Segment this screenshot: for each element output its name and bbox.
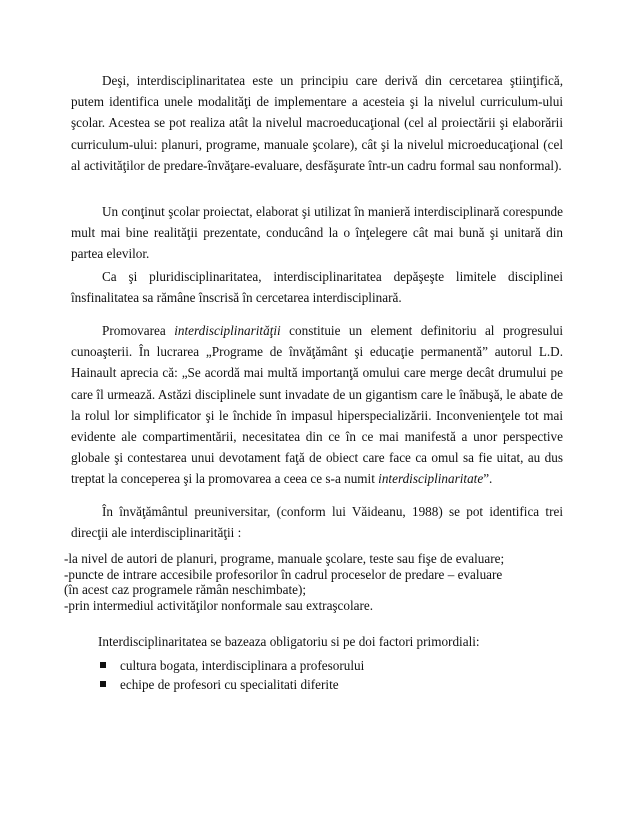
paragraph-4 [71, 320, 563, 490]
paragraph-5-text: În învăţământul preuniversitar, (conform lui Văideanu, 1988) se pot identifica trei direcţii ale interdisciplinarităţii : [71, 504, 563, 541]
paragraph-2-text: Un conţinut şcolar proiectat, elaborat şi utilizat în manieră interdisciplinară corespunde mult mai bine realităţii prezentate, conducând la o înţelegere cât mai bună şi unitară din partea elevilor. [71, 204, 563, 262]
direction-line: -prin intermediul activităţilor nonformale sau extraşcolare. [64, 597, 374, 613]
direction-line: -puncte de intrare accesibile profesorilor în cadrul proceselor de predare – evaluare [64, 566, 503, 582]
paragraph-2 [71, 201, 563, 265]
paragraph-5 [71, 501, 563, 543]
directions-list [64, 551, 564, 613]
paragraph-4-text-a: Promovarea [102, 323, 175, 338]
list-item [98, 656, 568, 675]
factors-lead: Interdisciplinaritatea se bazeaza obligatoriu si pe doi factori primordiali: [98, 634, 480, 649]
square-bullet-icon [100, 681, 106, 687]
paragraph-1-text: Deşi, interdisciplinaritatea este un principiu care derivă din cercetarea ştiinţifică, putem identifica unele modalităţi de implementare a acesteia şi la nivelul curriculum-ului şcolar. Acestea se pot realiza atât la nivelul macroeducaţional (cel al proiectării şi elaborării curriculum-ului: planuri, programe, manuale şcolare), cât şi la nivelul microeducaţional (cel al activităţilor de predare-învăţare-evaluare, desfăşurate într-un cadru formal sau nonformal). [71, 73, 563, 173]
factors-list [98, 656, 568, 694]
paragraph-3-text: Ca şi pluridisciplinaritatea, interdisciplinaritatea depăşeşte limitele disciplinei însfinalitatea sa rămâne înscrisă în cercetarea interdisciplinară. [71, 269, 563, 306]
paragraph-4-text-c: ”. [483, 471, 493, 487]
paragraph-3 [71, 266, 563, 308]
list-item [98, 675, 568, 694]
paragraph-1 [71, 70, 563, 176]
direction-line: -la nivel de autori de planuri, programe, manuale şcolare, teste sau fişe de evaluare; [64, 551, 505, 566]
direction-line: (în acest caz programele rămân neschimbate); [64, 582, 307, 598]
square-bullet-icon [100, 662, 106, 668]
list-item-text: cultura bogata, interdisciplinara a profesorului [120, 658, 365, 673]
paragraph-4-text-b: constituie un element definitoriu al progresului cunoaşterii. În lucrarea „Programe de învăţământ şi educaţie permanentă” autorul L.D. Hainault aprecia că: „Se acordă mai multă importanţă omului care merge decât drumului pe care îl urmează. Astăzi disciplinele sunt invadate de un gigantism care le înăbuşă, le abate de la rolul lor simplificator şi le închide în impasul hiperspecializării. Inconvenienţele tot mai evidente ale compartimentării, necesitatea din ce în ce mai manifestă a unor perspective globale şi contestarea unui devotament faţă de obiect care face ca omul sa fie uitat, au dus treptat la conceperea şi la promovarea a ceea ce s-a numit [71, 323, 564, 487]
list-item-text: echipe de profesori cu specialitati diferite [120, 677, 339, 692]
paragraph-4-emphasis: interdisciplinarităţii [174, 323, 281, 338]
paragraph-4-emphasis-2: interdisciplinaritate [378, 471, 484, 487]
